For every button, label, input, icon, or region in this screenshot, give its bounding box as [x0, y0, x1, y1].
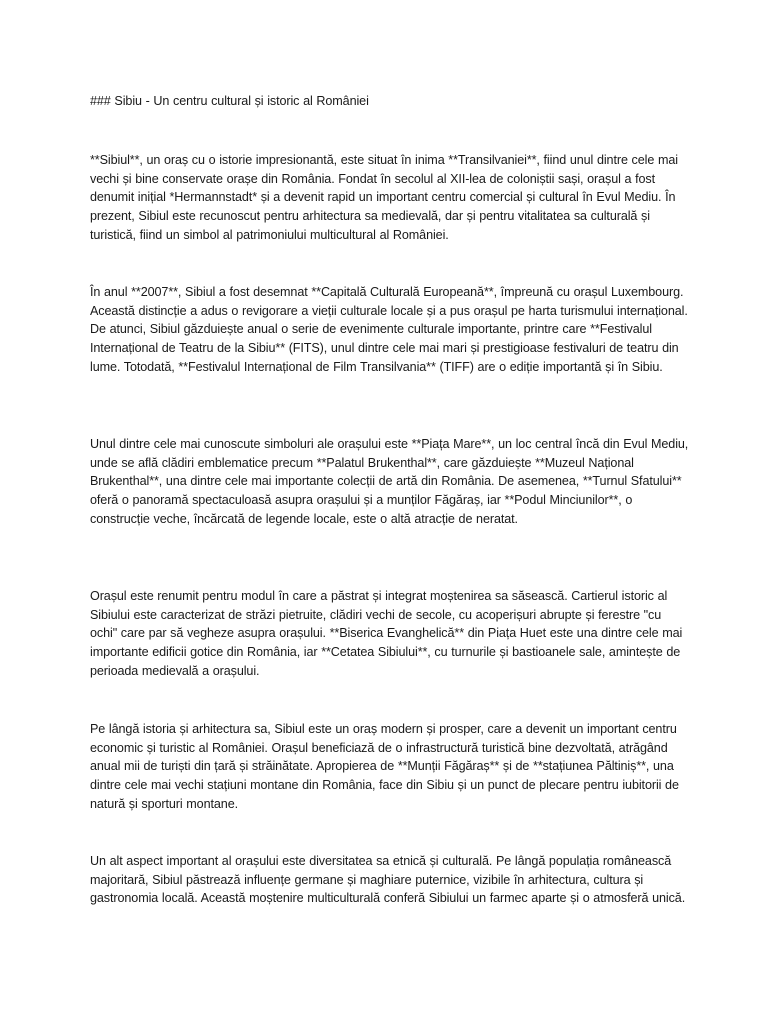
- paragraph-landmarks: Unul dintre cele mai cunoscute simboluri ale orașului este **Piața Mare**, un loc central încă din Evul Mediu, unde se află clădiri emblematice precum **Palatul Brukenthal**, care găzduiește **Muzeul Național Brukenthal**, una dintre cele mai importante colecții de artă din România. De asemenea, **Turnul Sfatului** oferă o panoramă spectaculoasă asupra orașului și a munților Făgăraș, iar **Podul Minciunilor**, o construcție veche, încărcată de legende locale, este o altă atracție de neratat.: [90, 437, 689, 526]
- paragraph-diversity: Un alt aspect important al orașului este diversitatea sa etnică și culturală. Pe lângă populația românească majoritară, Sibiul păstrează influențe germane și maghiare puternice, vizibile în arhitectura, cultura și gastronomia locală. Această moștenire multiculturală conferă Sibiului un farmec aparte și o atmosferă unică.: [90, 854, 686, 906]
- paragraph-saxon-heritage: Orașul este renumit pentru modul în care a păstrat și integrat moștenirea sa săsească. Cartierul istoric al Sibiului este caracterizat de străzi pietruite, clădiri vechi de secole, cu acoperișuri abrupte și ferestre "cu ochi" care par să vegheze asupra orașului. **Biserica Evanghelică** din Piața Huet este una dintre cele mai importante edificii gotice din România, iar **Cetatea Sibiului**, cu turnurile și bastioanele sale, amintește de perioada medievală a orașului.: [90, 589, 683, 678]
- paragraph-intro: **Sibiul**, un oraș cu o istorie impresionantă, este situat în inima **Transilvaniei**, fiind unul dintre cele mai vechi și bine conservate orașe din România. Fondat în secolul al XII-lea de coloniștii sași, orașul a fost denumit inițial *Hermannstadt* și a devenit rapid un important centru comercial și cultural în Evul Mediu. În prezent, Sibiul este recunoscut pentru arhitectura sa medievală, dar și pentru vitalitatea sa culturală și turistică, fiind un simbol al patrimoniului multicultural al României.: [90, 153, 678, 242]
- paragraph-capital-of-culture: În anul **2007**, Sibiul a fost desemnat **Capitală Culturală Europeană**, împreună cu orașul Luxembourg. Această distincție a adus o revigorare a vieții culturale locale și a pus orașul pe harta turismului internațional. De atunci, Sibiul găzduiește anual o serie de evenimente culturale importante, printre care **Festivalul Internațional de Teatru de la Sibiu** (FITS), unul dintre cele mai mari și prestigioase festivaluri de teatru din lume. Totodată, **Festivalul Internațional de Film Transilvania** (TIFF) are o ediție importantă și în Sibiu.: [90, 285, 688, 374]
- paragraph-modern-city: Pe lângă istoria și arhitectura sa, Sibiul este un oraș modern și prosper, care a devenit un important centru economic și turistic al României. Orașul beneficiază de o infrastructură turistică bine dezvoltată, atrăgând anual mii de turiști din țară și străinătate. Apropierea de **Munții Făgăraș** și de **stațiunea Păltiniș**, una dintre cele mai vechi stațiuni montane din România, face din Sibiu și un punct de plecare pentru iubitorii de natură și sporturi montane.: [90, 722, 679, 811]
- document-heading: ### Sibiu - Un centru cultural și istoric al României: [90, 94, 369, 108]
